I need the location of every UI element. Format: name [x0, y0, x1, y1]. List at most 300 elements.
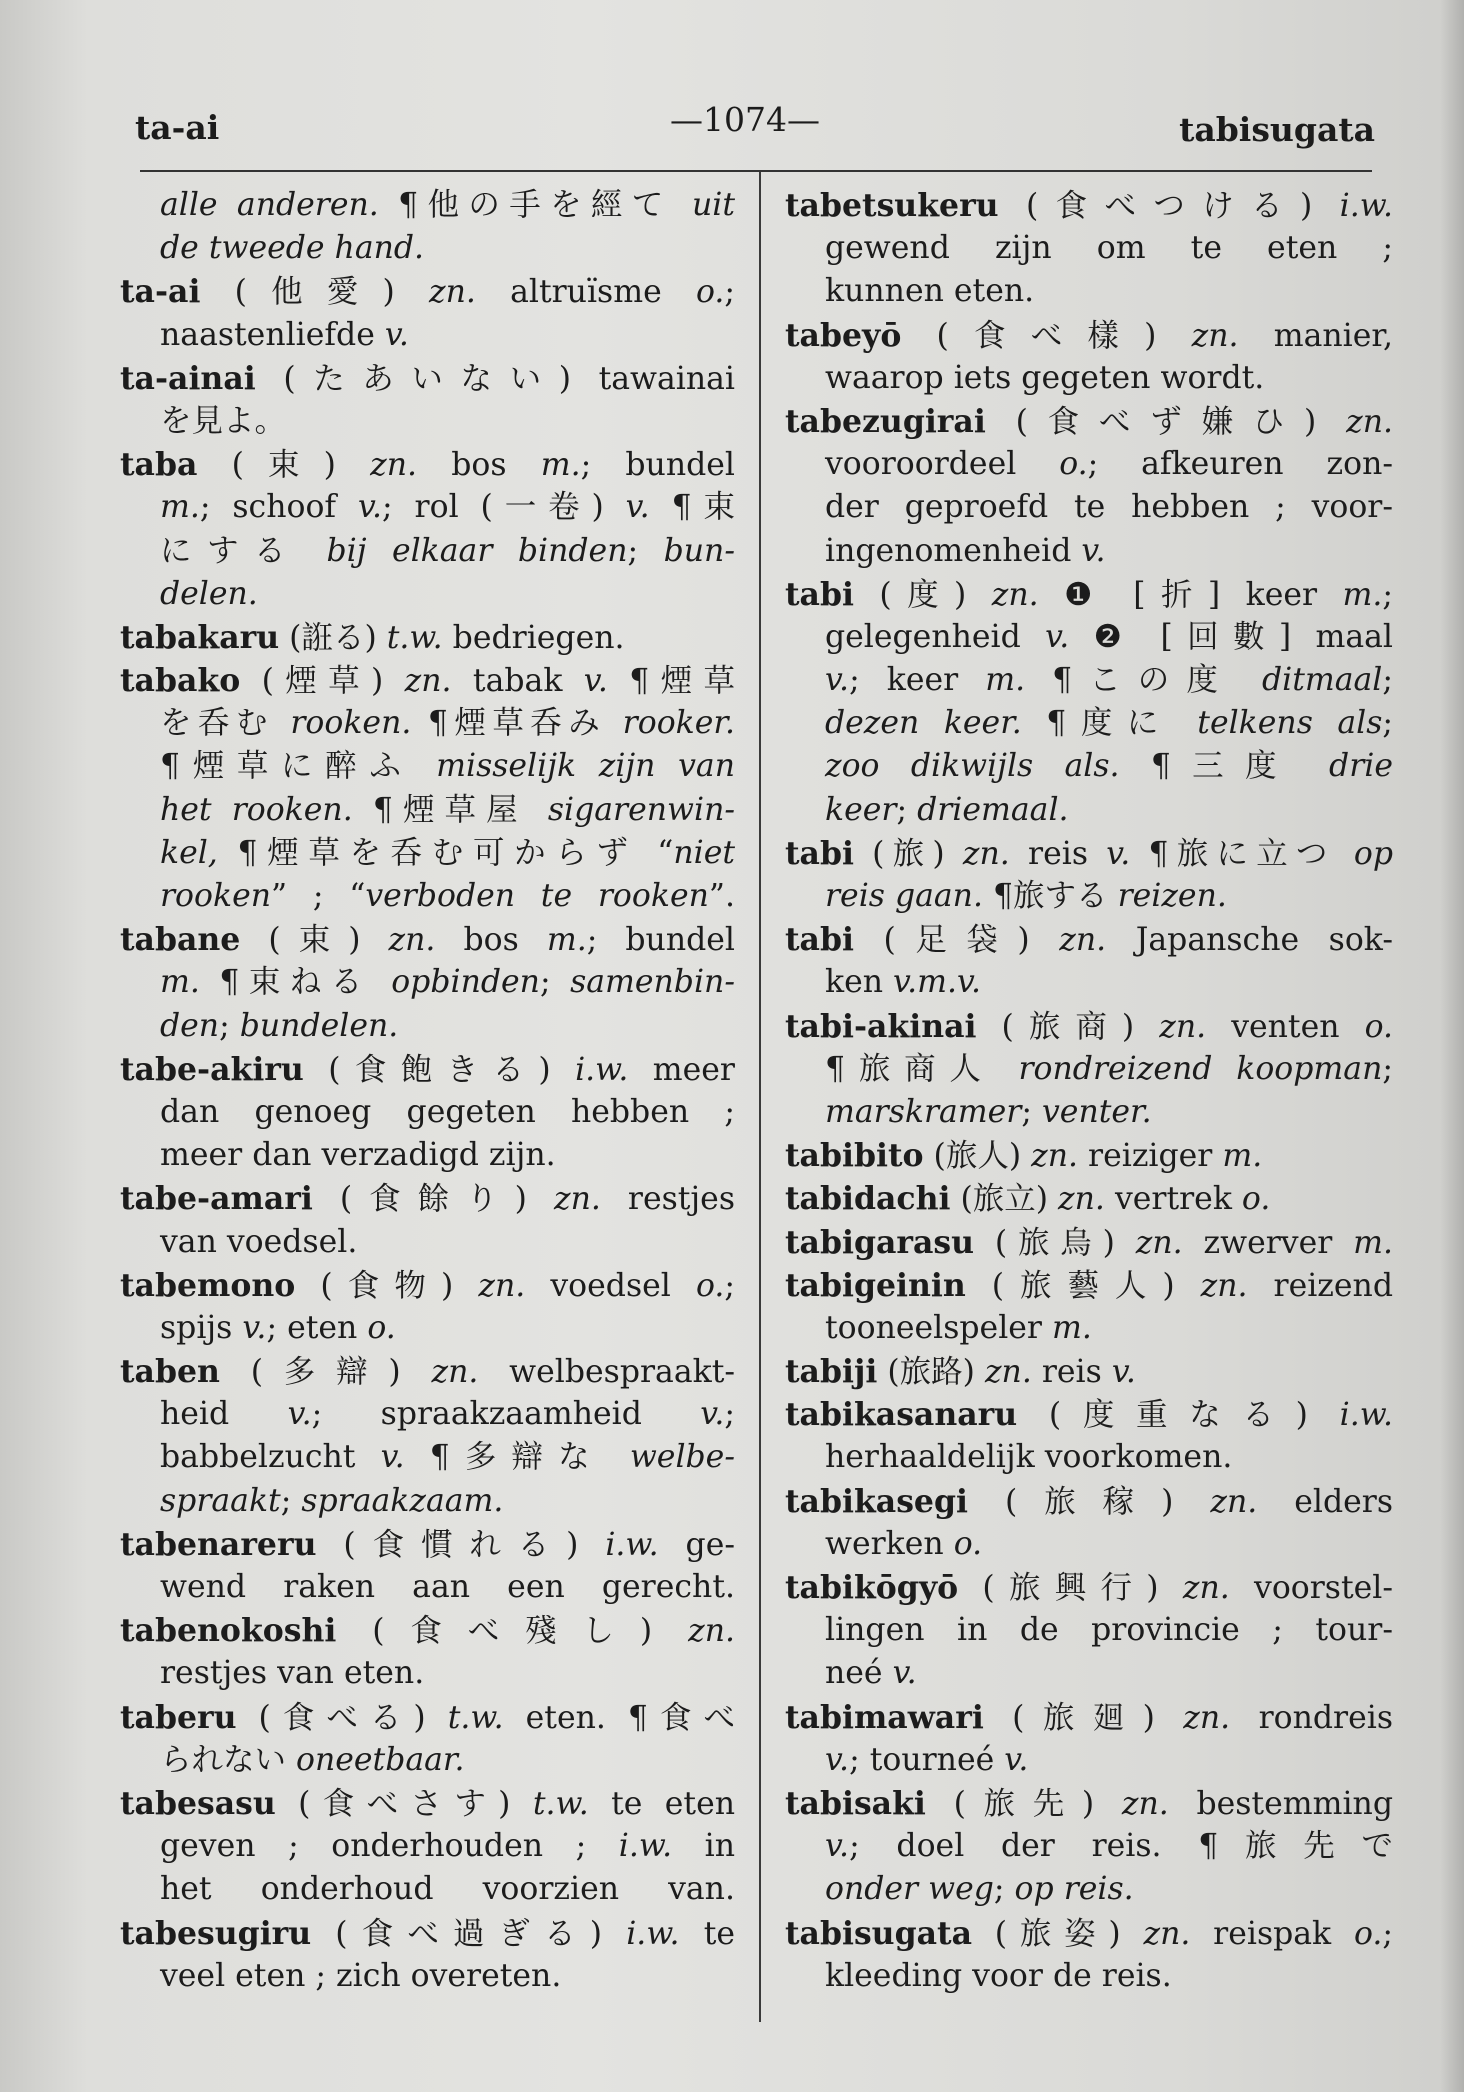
dictionary-line	[785, 1177, 1393, 1220]
italic-text: zn.	[1200, 1267, 1248, 1304]
entry-text: lingen in de provincie ; tour-	[825, 1612, 1393, 1649]
header-left-guideword: ta-ai	[135, 108, 220, 147]
headword: tabigeinin	[785, 1266, 966, 1304]
entry-text: ¶煙草を呑む可からず “	[217, 834, 674, 871]
entry-text: ¶旅商人	[825, 1050, 1019, 1087]
italic-text: m.	[1353, 1224, 1393, 1261]
italic-text: v.	[825, 662, 850, 699]
header-rule	[140, 170, 1372, 172]
entry-text: bedriegen.	[442, 619, 625, 656]
dictionary-line	[120, 357, 735, 400]
italic-text: zn.	[429, 274, 476, 311]
entry-text: babbelzucht	[160, 1439, 381, 1476]
italic-text: v.	[1004, 1741, 1029, 1778]
entry-text: reis	[1031, 1354, 1112, 1391]
headword: tabisugata	[785, 1914, 972, 1952]
entry-text: rondreis	[1230, 1699, 1393, 1736]
italic-text: v.	[892, 1655, 917, 1692]
dictionary-line	[120, 1868, 735, 1911]
entry-text: geven ; onderhouden ;	[160, 1828, 619, 1865]
italic-text: v.m.v.	[893, 964, 982, 1001]
italic-text: o.	[953, 1525, 983, 1562]
dictionary-line	[120, 400, 735, 443]
italic-text: oneetbaar.	[296, 1741, 465, 1778]
page-number: —1074—	[670, 100, 820, 139]
entry-text: られない	[160, 1741, 297, 1778]
dictionary-line	[785, 1221, 1393, 1264]
entry-text: (度)	[853, 576, 992, 613]
headword: taba	[120, 446, 198, 484]
dictionary-line	[120, 1696, 735, 1739]
entry-text: ; tourneé	[849, 1741, 1005, 1778]
dictionary-line	[120, 1825, 735, 1868]
dictionary-line	[120, 918, 735, 961]
italic-text: m.	[160, 964, 200, 1001]
entry-text: ¶この度	[1025, 662, 1262, 699]
entry-text: ” ; “	[271, 878, 366, 914]
italic-text: v.	[1081, 532, 1106, 569]
dictionary-line	[785, 659, 1393, 702]
headword: tabi	[785, 575, 854, 613]
entry-text: elders	[1257, 1483, 1393, 1520]
dictionary-line	[785, 832, 1393, 875]
italic-text: bundelen.	[239, 1007, 399, 1044]
dictionary-line	[120, 1782, 735, 1825]
entry-text: wend raken aan een gerecht.	[160, 1569, 735, 1605]
entry-text: ;	[1382, 662, 1393, 699]
entry-text: ; afkeuren zon-	[1087, 446, 1393, 483]
entry-text: (食餘り)	[312, 1181, 554, 1218]
entry-text: manier,	[1238, 317, 1393, 354]
dictionary-line	[120, 1048, 735, 1091]
dictionary-line	[785, 270, 1393, 313]
italic-text: rooken.	[290, 705, 412, 742]
italic-text: m.	[1052, 1309, 1092, 1346]
entry-text: ¶束	[649, 489, 735, 526]
dictionary-line	[120, 1264, 735, 1307]
entry-text: (たあいない) tawainai	[255, 360, 735, 397]
entry-text: (食慣れる)	[316, 1526, 606, 1563]
dictionary-line	[785, 1523, 1393, 1566]
italic-text: zn.	[478, 1267, 526, 1304]
entry-text: meer dan verzadigd zijn.	[160, 1137, 556, 1174]
entry-text: voedsel	[525, 1267, 696, 1304]
entry-text: ingenomenheid	[825, 532, 1082, 569]
italic-text: v.	[380, 1439, 405, 1476]
italic-text: m.	[160, 489, 200, 526]
entry-text: reiziger	[1078, 1138, 1223, 1175]
dictionary-line	[785, 1436, 1393, 1479]
italic-text: ditmaal	[1261, 662, 1383, 699]
entry-text: ; rol (一卷)	[382, 489, 626, 526]
italic-text: t.w.	[386, 619, 443, 656]
entry-text: ;	[1021, 1093, 1043, 1130]
italic-text: driemaal.	[917, 791, 1069, 828]
entry-text: (旅商)	[976, 1008, 1160, 1045]
entry-text: het onderhoud voorzien van.	[160, 1871, 735, 1908]
entry-text: ; bundel	[586, 922, 735, 959]
entry-text: ;	[627, 532, 664, 569]
headword: ta-ai	[120, 273, 201, 311]
dictionary-line	[785, 1350, 1393, 1393]
entry-text: ¶煙草	[607, 663, 735, 700]
italic-text: kel,	[160, 834, 218, 871]
entry-text: meer	[628, 1051, 735, 1088]
entry-text: (度重なる)	[1017, 1397, 1340, 1434]
dictionary-line	[785, 227, 1393, 270]
dictionary-line	[120, 1307, 735, 1350]
italic-text: v.	[1111, 1354, 1136, 1391]
italic-text: v.	[242, 1309, 267, 1346]
dictionary-line	[785, 918, 1393, 961]
italic-text: zn.	[962, 835, 1010, 872]
dictionary-line	[785, 616, 1393, 659]
entry-text: ;	[896, 791, 918, 828]
entry-text: altruïsme	[475, 274, 696, 311]
headword: taben	[120, 1353, 220, 1391]
italic-text: zn.	[431, 1354, 479, 1391]
entry-text: gelegenheid	[825, 618, 1046, 655]
dictionary-line	[785, 184, 1393, 227]
italic-text: t.w.	[532, 1785, 589, 1822]
entry-text: herhaaldelijk voorkomen.	[825, 1439, 1233, 1476]
italic-text: alle anderen.	[160, 187, 379, 223]
entry-text: werken	[825, 1525, 954, 1562]
entry-text: ¶多辯な	[404, 1439, 630, 1476]
dictionary-line	[120, 530, 735, 573]
italic-text: zn.	[1031, 1138, 1079, 1175]
headword: tabenokoshi	[120, 1612, 337, 1650]
dictionary-line	[120, 1134, 735, 1177]
entry-text: neé	[825, 1655, 893, 1692]
entry-text: (誑る)	[279, 619, 387, 656]
dictionary-line	[785, 486, 1393, 529]
italic-text: t.w.	[447, 1699, 504, 1736]
italic-text: v.	[357, 489, 383, 526]
dictionary-line	[785, 961, 1393, 1004]
italic-text: verboden te rooken	[365, 878, 709, 914]
entry-text: (食べず嫌ひ)	[985, 403, 1347, 440]
dictionary-line	[120, 1912, 735, 1955]
italic-text: v.	[384, 316, 409, 353]
dictionary-line	[785, 789, 1393, 832]
italic-text: v.	[287, 1396, 312, 1433]
dictionary-line	[785, 702, 1393, 745]
entry-text: を呑む	[160, 705, 291, 742]
entry-text: ¶他の手を經て	[378, 187, 692, 223]
entry-text: (旅烏)	[974, 1224, 1136, 1261]
dictionary-line	[785, 357, 1393, 400]
column-divider	[759, 172, 761, 2022]
dictionary-line	[785, 1825, 1393, 1868]
entry-text: te	[679, 1915, 735, 1952]
entry-text: kleeding voor de reis.	[825, 1957, 1172, 1994]
entry-text: (食べる)	[236, 1699, 448, 1736]
italic-text: zn.	[1121, 1785, 1169, 1822]
dictionary-line	[785, 314, 1393, 357]
dictionary-line	[785, 1005, 1393, 1048]
entry-text: welbespraakt-	[478, 1354, 735, 1391]
headword: tabidachi	[785, 1180, 951, 1218]
italic-text: m.	[1222, 1138, 1263, 1175]
entry-text: kunnen eten.	[825, 273, 1035, 310]
italic-text: zn.	[1182, 1570, 1230, 1606]
headword: taberu	[120, 1698, 237, 1736]
headword: tabi	[785, 921, 854, 959]
italic-text: zn.	[1191, 317, 1239, 354]
entry-text: ;	[724, 274, 735, 311]
headword: tabe-amari	[120, 1180, 313, 1218]
entry-text: (多辯)	[219, 1354, 432, 1391]
dictionary-line	[785, 1134, 1393, 1177]
italic-text: v.	[1106, 835, 1131, 872]
entry-text: ¶束ねる	[199, 964, 392, 1001]
headword: tabimawari	[785, 1698, 984, 1736]
entry-text: zwerver	[1182, 1224, 1354, 1261]
entry-text: (旅興行)	[958, 1570, 1183, 1606]
dictionary-line	[120, 1739, 735, 1782]
italic-text: m.	[546, 922, 587, 959]
italic-text: zn.	[1346, 403, 1393, 440]
entry-text: ; spraakzaamheid	[311, 1396, 701, 1433]
dictionary-line	[785, 1264, 1393, 1307]
italic-text: zn.	[991, 576, 1039, 613]
entry-text: reizend	[1247, 1267, 1393, 1304]
entry-text: ; keer	[849, 662, 986, 699]
entry-text: (旅先)	[925, 1785, 1122, 1822]
italic-text: o.	[1364, 1008, 1393, 1045]
italic-text: misselijk zijn van	[436, 748, 735, 785]
italic-text: zn.	[984, 1354, 1032, 1391]
dictionary-line	[785, 1696, 1393, 1739]
entry-text: ; doel der reis. ¶旅先で	[849, 1828, 1393, 1865]
italic-text: rooken	[160, 878, 272, 914]
dictionary-line	[785, 1609, 1393, 1652]
dictionary-line	[785, 1393, 1393, 1436]
italic-text: zoo dikwijls als.	[825, 748, 1120, 785]
entry-text: (足袋)	[853, 922, 1060, 959]
entry-text: ;	[539, 964, 571, 1001]
italic-text: v.	[1045, 618, 1070, 655]
dictionary-line	[120, 573, 735, 616]
entry-text: tabak	[451, 663, 584, 700]
italic-text: drie	[1329, 748, 1393, 785]
entry-text: ¶煙草屋	[352, 791, 548, 828]
dictionary-line	[785, 1307, 1393, 1350]
italic-text: zn.	[1183, 1699, 1231, 1736]
right-column	[785, 184, 1393, 1998]
entry-text: ;	[1382, 705, 1393, 742]
entry-text: ;	[724, 1267, 735, 1304]
dictionary-line	[785, 1739, 1393, 1782]
entry-text: ¶煙草呑み	[411, 705, 623, 742]
italic-text: telkens als	[1197, 705, 1383, 742]
entry-text: (束)	[240, 922, 389, 959]
dictionary-line	[785, 1048, 1393, 1091]
headword: tabakaru	[120, 618, 280, 656]
dictionary-line	[785, 875, 1393, 918]
entry-text: ;	[993, 1871, 1015, 1908]
entry-text: naastenliefde	[160, 316, 385, 353]
entry-text: ; eten	[266, 1309, 368, 1346]
entry-text: reispak	[1190, 1915, 1354, 1952]
italic-text: reizen.	[1117, 878, 1227, 914]
italic-text: spraakt	[160, 1482, 281, 1519]
entry-text: ¶三度	[1119, 748, 1330, 785]
italic-text: marskramer	[825, 1093, 1022, 1130]
dictionary-line	[785, 1868, 1393, 1911]
entry-text: (旅立)	[950, 1181, 1059, 1218]
dictionary-line	[785, 1955, 1393, 1998]
italic-text: spraakzaam.	[301, 1482, 504, 1519]
headword: tabikasanaru	[785, 1396, 1018, 1434]
dictionary-line	[785, 530, 1393, 573]
dictionary-line	[120, 1523, 735, 1566]
entry-text: ;	[1382, 576, 1393, 613]
entry-text: (食べつける)	[998, 188, 1340, 224]
italic-text: samenbin-	[570, 964, 735, 1001]
entry-text: ¶度に	[1021, 705, 1198, 742]
italic-text: zn.	[1210, 1483, 1258, 1520]
headword: tabisaki	[785, 1784, 926, 1822]
entry-text: (束)	[197, 447, 371, 484]
entry-text: (旅藝人)	[965, 1267, 1201, 1304]
dictionary-line	[120, 616, 735, 659]
entry-text: eten. ¶食べ	[503, 1699, 735, 1736]
headword: tabako	[120, 662, 241, 700]
dictionary-line	[120, 875, 735, 918]
entry-text: ¶旅する	[982, 878, 1118, 914]
dictionary-line	[785, 1480, 1393, 1523]
italic-text: het rooken.	[160, 791, 353, 828]
header-right-guideword: tabisugata	[1179, 110, 1375, 149]
italic-text: reis gaan.	[825, 878, 983, 914]
entry-text: bos	[417, 447, 541, 484]
dictionary-line	[120, 270, 735, 313]
entry-text: (食べ殘し)	[336, 1613, 689, 1650]
italic-text: zn.	[1143, 1915, 1191, 1952]
entry-text: ¶煙草に醉ふ	[160, 748, 437, 785]
entry-text: ge-	[658, 1526, 735, 1563]
dictionary-line	[120, 1609, 735, 1652]
entry-text: in	[672, 1828, 735, 1865]
italic-text: o.	[695, 274, 725, 311]
dictionary-line	[785, 1091, 1393, 1134]
headword: tabemono	[120, 1266, 296, 1304]
italic-text: i.w.	[626, 1915, 680, 1952]
italic-text: dezen keer.	[825, 705, 1022, 742]
entry-text: gewend zijn om te eten ;	[825, 230, 1393, 267]
headword: tabi	[785, 834, 854, 872]
entry-text: reis	[1009, 835, 1107, 872]
italic-text: de tweede hand.	[160, 230, 425, 267]
headword: tabane	[120, 921, 241, 959]
italic-text: zn.	[1058, 1181, 1105, 1218]
entry-text: (旅)	[853, 835, 963, 872]
entry-text: vooroordeel	[825, 446, 1060, 483]
entry-text: te eten	[588, 1785, 735, 1822]
entry-text: ken	[825, 964, 894, 1001]
entry-text: ;	[1382, 1050, 1393, 1087]
italic-text: m.	[540, 447, 581, 484]
italic-text: v.	[625, 489, 650, 526]
dictionary-line	[785, 1566, 1393, 1609]
italic-text: v.	[825, 1741, 850, 1778]
entry-text: (旅稼)	[967, 1483, 1211, 1520]
entry-text: ;	[219, 1007, 240, 1044]
entry-text: vertrek	[1104, 1181, 1242, 1218]
dictionary-line	[785, 1912, 1393, 1955]
italic-text: op	[1353, 835, 1393, 872]
italic-text: v.	[825, 1828, 850, 1865]
entry-text: (旅人)	[923, 1138, 1032, 1175]
italic-text: m.	[1342, 576, 1383, 613]
italic-text: i.w.	[618, 1828, 673, 1865]
italic-text: delen.	[160, 575, 258, 612]
entry-text: (食物)	[295, 1267, 479, 1304]
headword: ta-ainai	[120, 359, 256, 397]
dictionary-line	[785, 1652, 1393, 1695]
dictionary-line	[120, 184, 735, 227]
entry-text: ”.	[708, 878, 735, 914]
italic-text: zn.	[1159, 1008, 1207, 1045]
entry-text: (旅姿)	[972, 1915, 1144, 1952]
page-header	[135, 100, 1375, 150]
dictionary-line	[120, 745, 735, 788]
italic-text: onder weg	[825, 1871, 994, 1908]
italic-text: venter.	[1042, 1093, 1152, 1130]
dictionary-line	[120, 832, 735, 875]
italic-text: bun-	[663, 532, 735, 569]
headword: tabiji	[785, 1353, 878, 1391]
italic-text: v.	[700, 1396, 725, 1433]
italic-text: zn.	[553, 1181, 601, 1218]
headword: tabi-akinai	[785, 1007, 977, 1045]
headword: tabezugirai	[785, 402, 986, 440]
entry-text: heid	[160, 1396, 288, 1433]
headword: tabenareru	[120, 1525, 317, 1563]
entry-text: ¶旅に立つ	[1130, 835, 1354, 872]
entry-text: ❶ [折] keer	[1038, 576, 1343, 613]
italic-text: i.w.	[1339, 188, 1393, 224]
italic-text: rondreizend koopman	[1018, 1050, 1383, 1087]
italic-text: zn.	[404, 663, 452, 700]
dictionary-line	[120, 1566, 735, 1609]
dictionary-line	[120, 1091, 735, 1134]
dictionary-line	[120, 1005, 735, 1048]
entry-text: にする	[160, 532, 327, 569]
dictionary-line	[120, 1955, 735, 1998]
entry-text: ; bundel	[580, 447, 735, 484]
entry-text: を見よ。	[160, 402, 287, 439]
italic-text: niet	[673, 834, 735, 871]
dictionary-line	[120, 659, 735, 702]
italic-text: o.	[367, 1309, 396, 1346]
dictionary-line	[120, 443, 735, 486]
headword: tabikasegi	[785, 1482, 968, 1520]
dictionary-line	[785, 443, 1393, 486]
headword: tabibito	[785, 1137, 924, 1175]
italic-text: i.w.	[605, 1526, 659, 1563]
italic-text: zn.	[370, 447, 418, 484]
italic-text: o.	[1353, 1915, 1383, 1952]
italic-text: op reis.	[1014, 1871, 1134, 1908]
entry-text: dan genoeg gegeten hebben ;	[160, 1093, 735, 1130]
dictionary-line	[120, 702, 735, 745]
entry-text: ; schoof	[199, 489, 358, 526]
headword: tabeyō	[785, 316, 902, 354]
italic-text: o.	[1241, 1181, 1271, 1218]
